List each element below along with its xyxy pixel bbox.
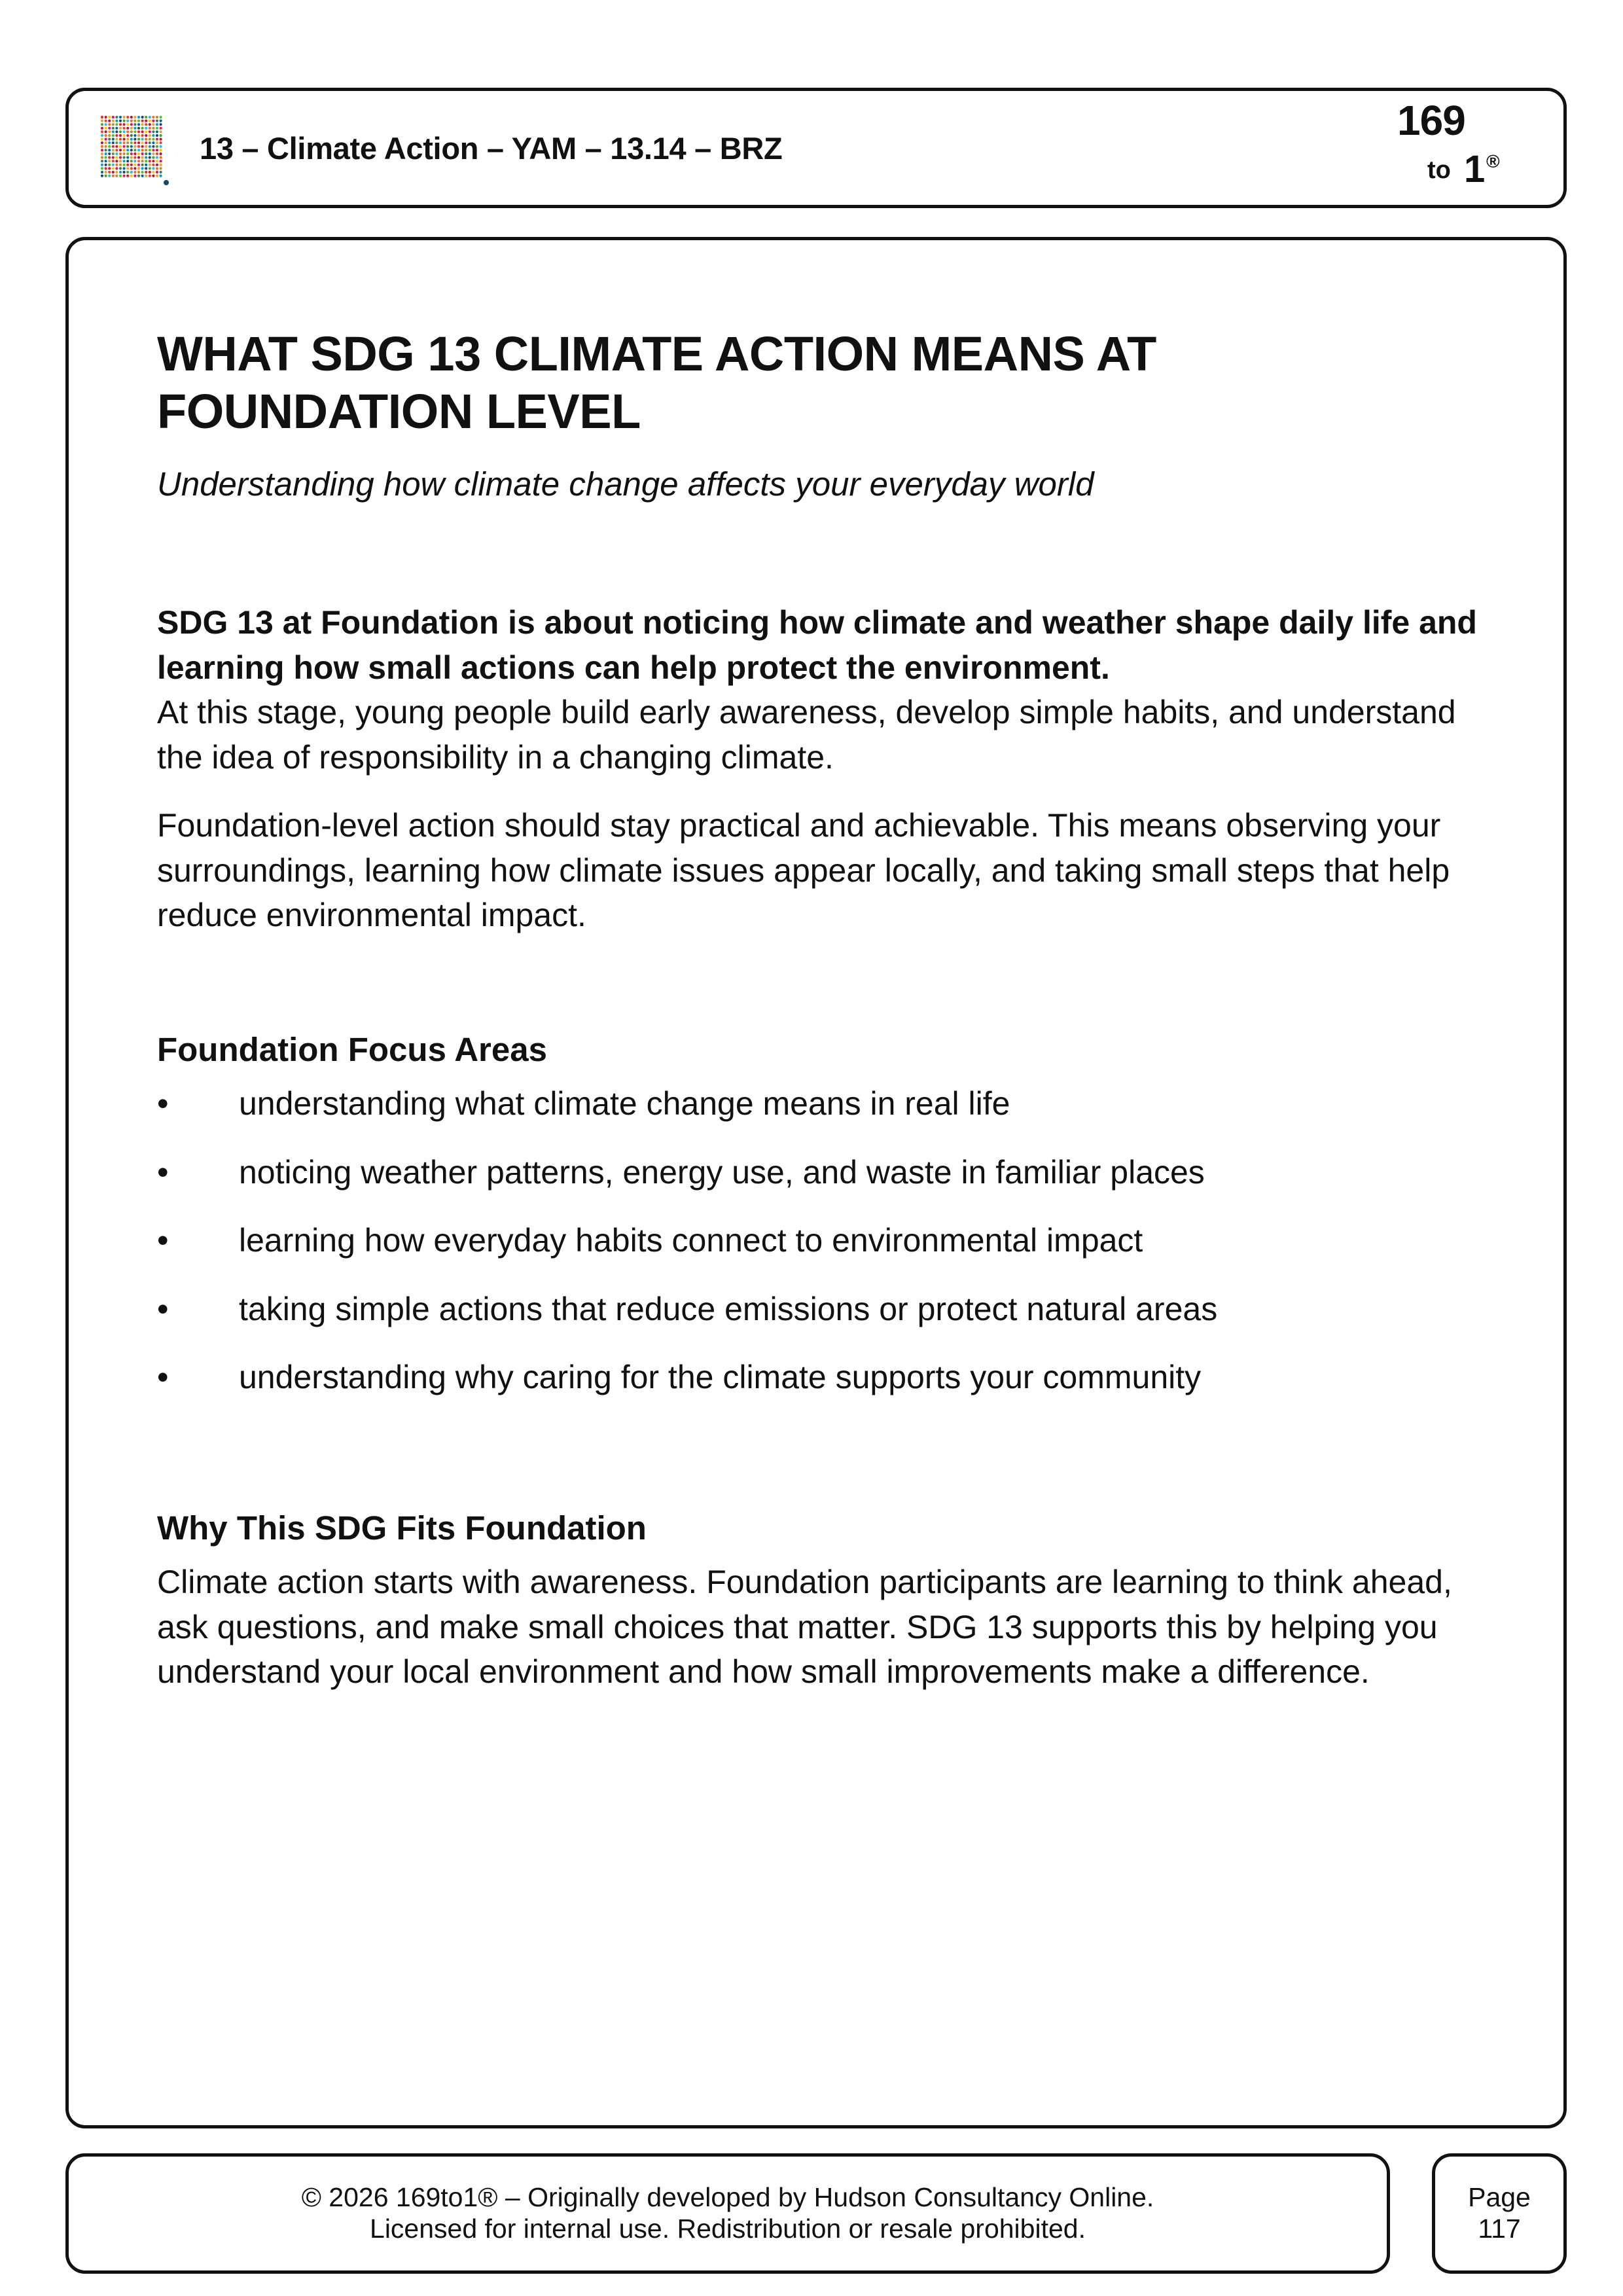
- copyright-text: © 2026 169to1® – Originally developed by Hudson Consultancy Online.: [301, 2182, 1154, 2212]
- page-subtitle: Understanding how climate change affects your everyday world: [157, 465, 1094, 503]
- why-fits-paragraph: Climate action starts with awareness. Foundation participants are learning to think ahead, ask questions, and make small choices that matter. SDG 13 supports this by helping you understand your local environment and how small improvements make a difference.: [157, 1564, 1452, 1690]
- bullet-icon: •: [157, 1359, 169, 1395]
- focus-areas-heading: Foundation Focus Areas: [157, 1031, 547, 1068]
- bullet-icon: •: [157, 1290, 169, 1327]
- list-item-text: learning how everyday habits connect to environmental impact: [239, 1222, 1143, 1259]
- brand-1: 1: [1464, 148, 1486, 190]
- intro-bold-text: SDG 13 at Foundation is about noticing how climate and weather shape daily life and learning how small actions can help protect the environment.: [157, 604, 1477, 686]
- page-header: [65, 88, 1567, 208]
- footer-notice: [65, 2153, 1390, 2274]
- practical-paragraph: Foundation-level action should stay practical and achievable. This means observing your surroundings, learning how climate issues appear locally, and taking small steps that help reduce environmental impact.: [157, 807, 1450, 933]
- brand-registered-mark: ®: [1486, 151, 1500, 171]
- bullet-icon: •: [157, 1222, 169, 1259]
- brand-to: to: [1427, 156, 1451, 184]
- brand-169: 169: [1397, 97, 1465, 144]
- bullet-icon: •: [157, 1085, 169, 1122]
- intro-text: At this stage, young people build early awareness, develop simple habits, and understand the idea of responsibility in a changing climate.: [157, 694, 1456, 776]
- license-text: Licensed for internal use. Redistribution or resale prohibited.: [370, 2214, 1086, 2244]
- page-label: Page: [1468, 2182, 1531, 2212]
- intro-paragraph: [157, 600, 1492, 780]
- why-fits-heading: Why This SDG Fits Foundation: [157, 1509, 647, 1547]
- bullet-icon: •: [157, 1153, 169, 1191]
- page-title: WHAT SDG 13 CLIMATE ACTION MEANS AT FOUNDATION LEVEL: [157, 327, 1156, 439]
- page-number-box: [1432, 2153, 1567, 2274]
- list-item-text: understanding why caring for the climate supports your community: [239, 1359, 1202, 1395]
- list-item-text: taking simple actions that reduce emissions or protect natural areas: [239, 1290, 1218, 1327]
- content-panel: [65, 237, 1567, 2128]
- list-item-text: understanding what climate change means in real life: [239, 1085, 1010, 1122]
- page-number: 117: [1478, 2214, 1521, 2244]
- sdg-color-grid-logo-icon: [98, 115, 169, 185]
- list-item-text: noticing weather patterns, energy use, and waste in familiar places: [239, 1153, 1205, 1191]
- header-title: 13 – Climate Action – YAM – 13.14 – BRZ: [200, 131, 783, 166]
